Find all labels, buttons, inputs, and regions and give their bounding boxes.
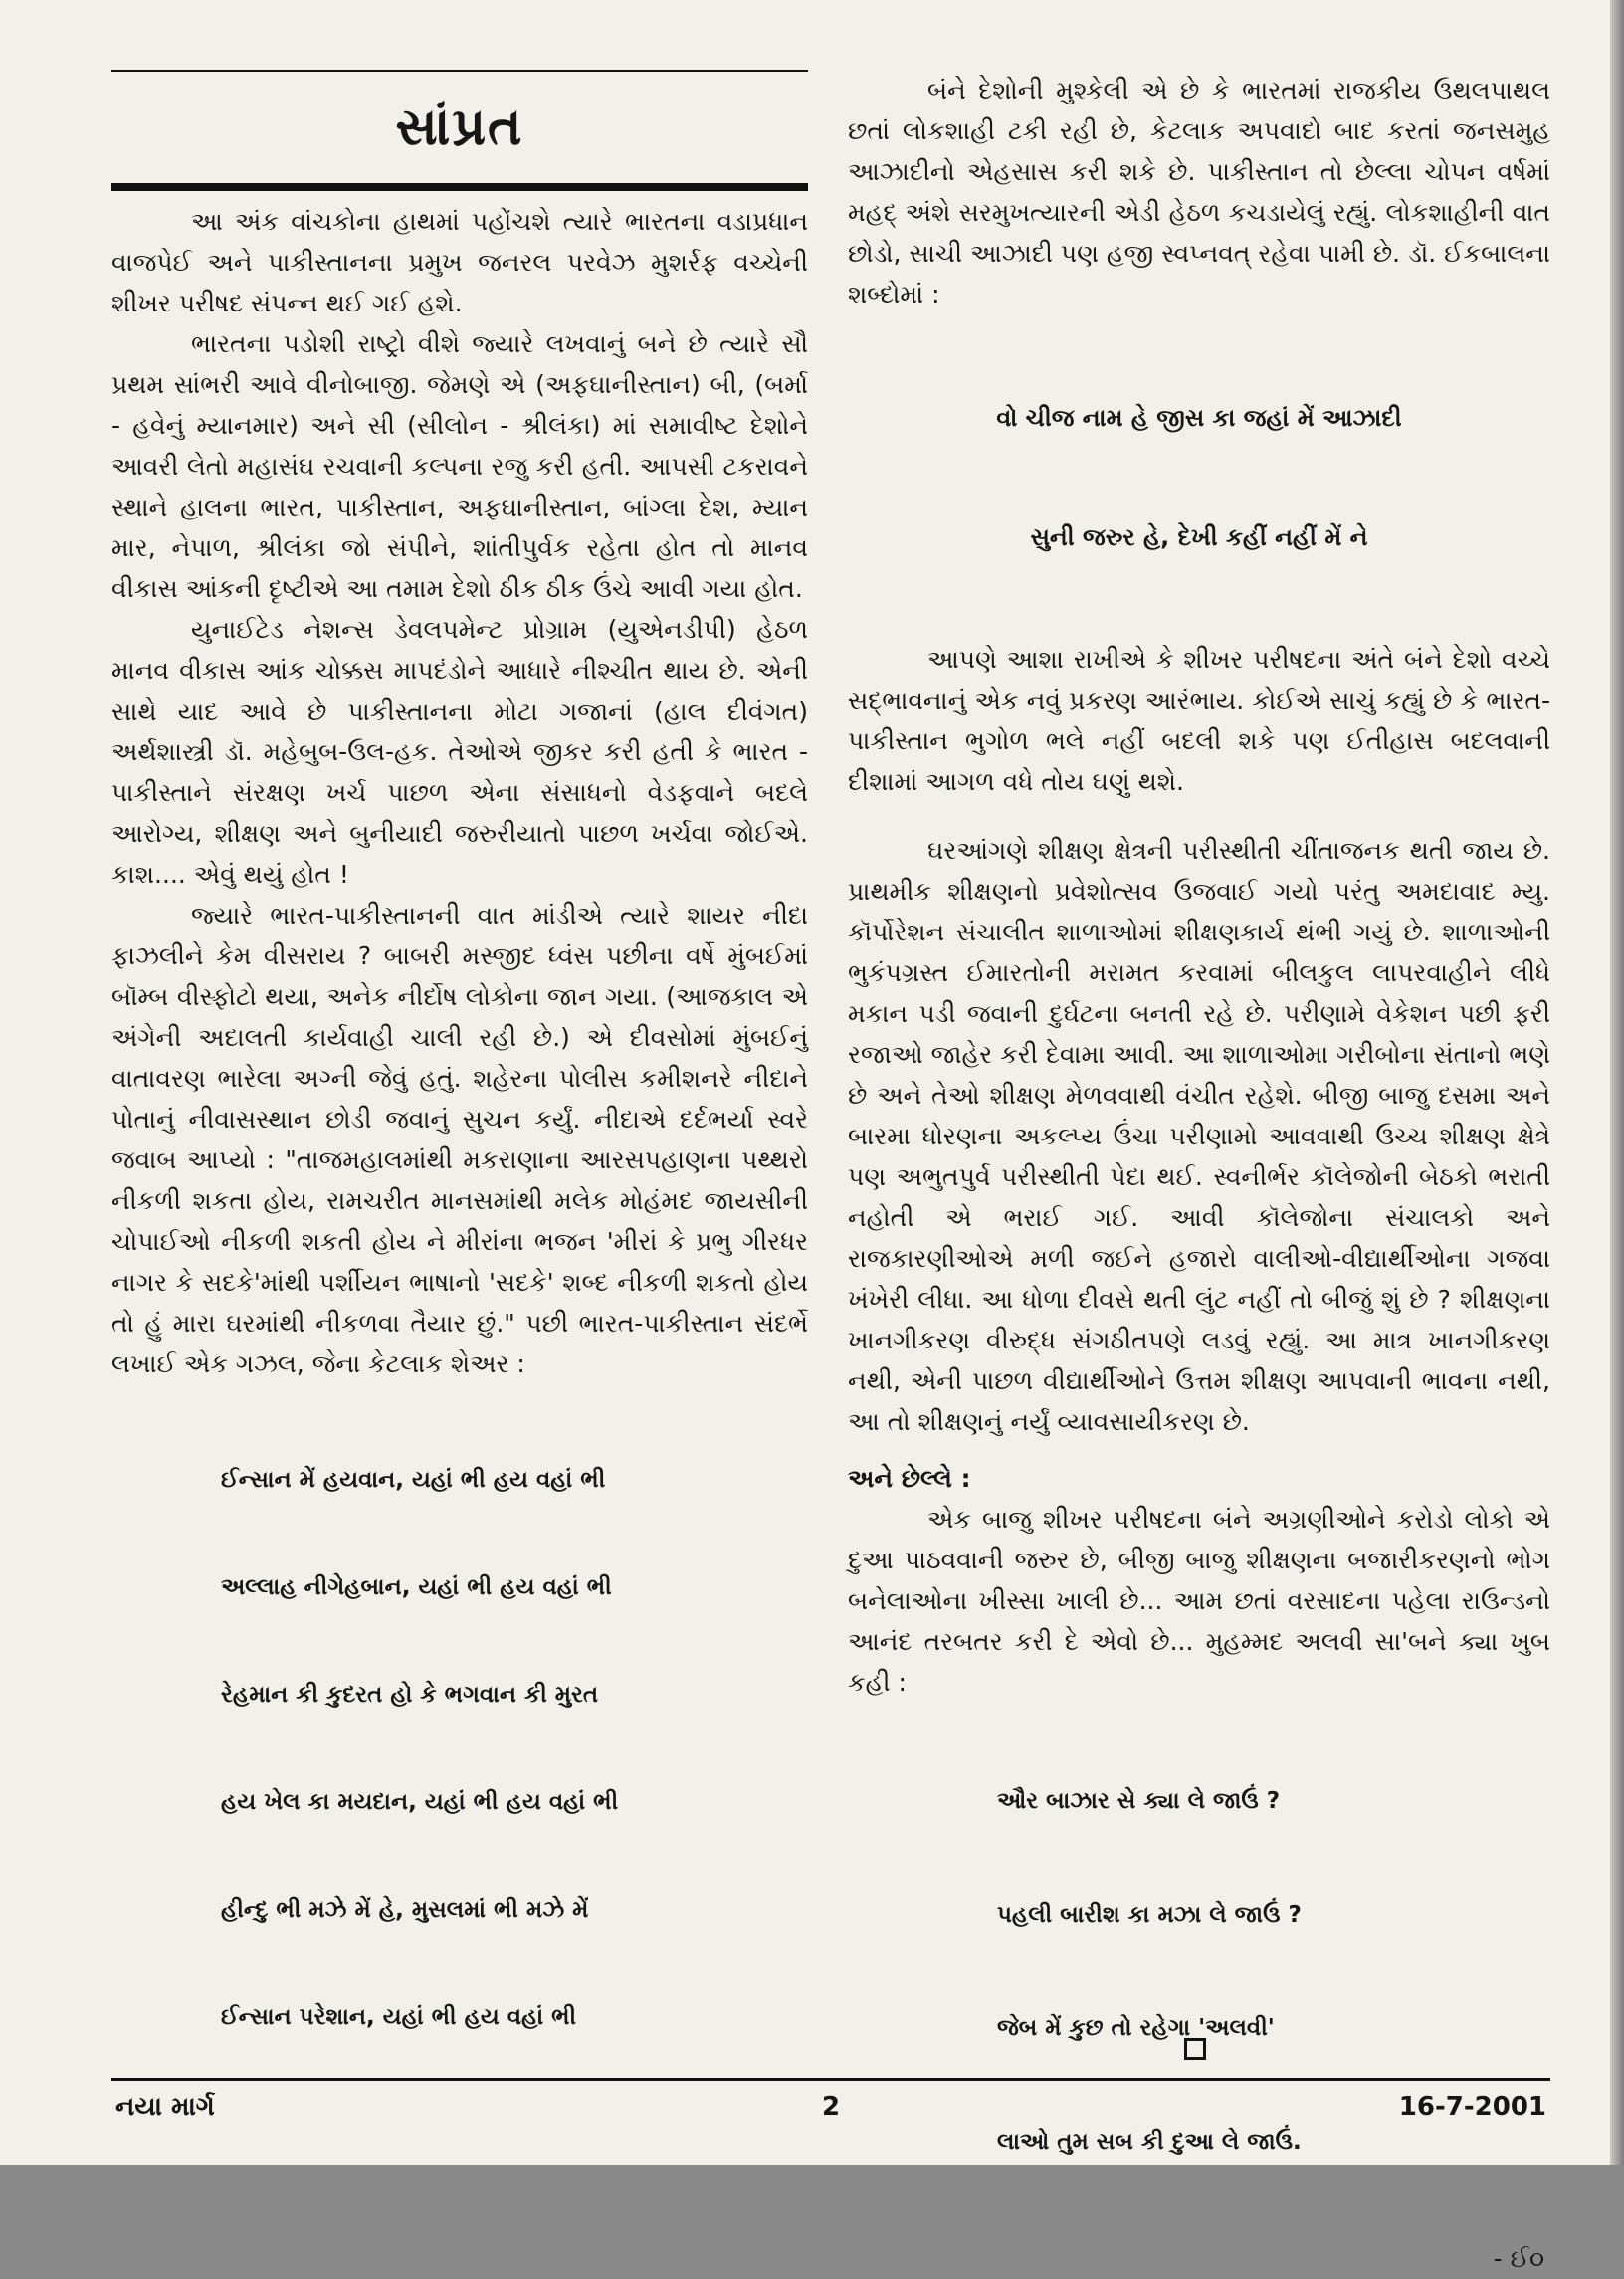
verse-line: ઔર બાઝાર સે ક્યા લે જાઉં ? [997,1788,1281,1814]
verse-line: હીન્દુ ભી મઝે મેં હે, મુસલમાં ભી મઝે મેં [221,1897,589,1923]
verse-line: રેહમાન કી કુદરત હો કે ભગવાન કી મુરત [221,1682,599,1708]
column-title: સાંપ્રત [395,97,524,157]
article-paragraph: એક બાજુ શીખર પરીષદના બંને અગ્રણીઓને કરોડો લોકો એ દુઆ પાઠવવાની જરુર છે, બીજી બાજુ શીક્ષણના બજારીકરણનો ભોગ બનેલાઓના ખીસ્સા ખાલી છે... આમ છતાં વરસાદના પહેલા રાઉન્ડનો આનંદ તરબતર કરી દે એવો છે... મુહમ્મદ અલવી સા'બને ક્યા ખુબ કહી : [848,1505,1550,1697]
publication-name: નયા માર્ગ [115,2092,215,2122]
section-subhead: અને છેલ્લે : [848,1464,971,1493]
article-paragraph: આપણે આશા રાખીએ કે શીખર પરીષદના અંતે બંને દેશો વચ્ચે સદ્ભાવનાનું એક નવું પ્રકરણ આરંભાય. કોઈએ સાચું કહ્યું છે કે ભારત-પાકીસ્તાન ભુગોળ ભલે નહીં બદલી શકે પણ ઈતીહાસ બદલવાની દીશામાં આગળ વધે તોય ઘણું થશે. [848,645,1550,796]
verse-line: જેબ મેં કુછ તો રહેગા 'અલવી' [997,2015,1275,2041]
alvi-verse [997,1707,1550,2236]
page-edge-shadow [1610,0,1624,2165]
footer-rule [111,2078,1550,2081]
article-paragraph: બંને દેશોની મુશ્કેલી એ છે કે ભારતમાં રાજકીય ઉથલપાથલ છતાં લોકશાહી ટકી રહી છે, કેટલાક અપવાદો બાદ કરતાં જનસમુહ આઝાદીનો એહસાસ કરી શકે છે. પાકીસ્તાન તો છેલ્લા ચોપન વર્ષમાં મહદ્ અંશે સરમુખત્યારની એડી હેઠળ કચડાયેલું રહ્યું. લોકશાહીની વાત છોડો, સાચી આઝાદી પણ હજી સ્વપ્નવત્ રહેવા પામી છે. ડૉ. ઈકબાલના શબ્દોમાં : [848,76,1550,309]
article-paragraph: યુનાઈટેડ નેશન્સ ડેવલપમેન્ટ પ્રોગ્રામ (યુએનડીપી) હેઠળ માનવ વીકાસ આંક ચોક્કસ માપદંડોને આધારે નીશ્ચીત થાય છે. એની સાથે યાદ આવે છે પાકીસ્તાનના મોટા ગજાનાં (હાલ દીવંગત) અર્થશાસ્ત્રી ડૉ. મહેબુબ-ઉલ-હક. તેઓએ જીકર કરી હતી કે ભારત - પાકીસ્તાને સંરક્ષણ ખર્ચ પાછળ એના સંસાધનો વેડફવાને બદલે આરોગ્ય, શીક્ષણ અને બુનીયાદી જરુરીયાતો પાછળ ખર્ચવા જોઈએ. કાશ.... એવું થયું હોત ! [111,615,808,889]
right-column [848,70,1550,2279]
end-of-article-mark [1184,2038,1206,2060]
article-paragraph: આ અંક વાંચકોના હાથમાં પહોંચશે ત્યારે ભારતના વડાપ્રધાન વાજપેઈ અને પાકીસ્તાનના પ્રમુખ જનરલ પરવેઝ મુશર્રફ વચ્ચેની શીખર પરીષદ સંપન્ન થઈ ગઈ હશે. [111,207,808,317]
verse-line: ઈન્સાન પરેશાન, યહાં ભી હય વહાં ભી [221,2004,577,2030]
author-signature: - ઈ૦ [1493,2244,1544,2273]
verse-line: હય ખેલ કા મયદાન, યહાં ભી હય વહાં ભી [221,1789,619,1815]
verse-line: ઈન્સાન મેં હયવાન, યહાં ભી હય વહાં ભી [221,1467,606,1493]
page-number: 2 [821,2092,841,2122]
article-paragraph: ઘરઆંગણે શીક્ષણ ક્ષેત્રની પરીસ્થીતી ચીંતાજનક થતી જાય છે. પ્રાથમીક શીક્ષણનો પ્રવેશોત્સવ ઉજવાઈ ગયો પરંતુ અમદાવાદ મ્યુ. કૉર્પોરેશન સંચાલીત શાળાઓમાં શીક્ષણકાર્ય થંભી ગયું છે. શાળાઓની ભુકંપગ્રસ્ત ઈમારતોની મરામત કરવામાં બીલકુલ લાપરવાહીને લીધે મકાન પડી જવાની દુર્ઘટના બનતી રહે છે. પરીણામે વેકેશન પછી ફરી રજાઓ જાહેર કરી દેવામા આવી. આ શાળાઓમા ગરીબોના સંતાનો ભણે છે અને તેઓ શીક્ષણ મેળવવાથી વંચીત રહેશે. બીજી બાજુ દસમા અને બારમા ધોરણના અકલ્પ્ય ઉંચા પરીણામો આવવાથી ઉચ્ચ શીક્ષણ ક્ષેત્રે પણ અભુતપુર્વ પરીસ્થીતી પેદા થઈ. સ્વનીર્ભર કૉલેજોની બેઠકો ભરાતી નહોતી એ ભરાઈ ગઈ. આવી કૉલેજોના સંચાલકો અને રાજકારણીઓએ મળી જઈને હજારો વાલીઓ-વીદ્યાર્થીઓના ગજવા ખંખેરી લીધા. આ ધોળા દીવસે થતી લુંટ નહીં તો બીજું શું છે ? શીક્ષણના ખાનગીકરણ વીરુદ્ધ સંગઠીતપણે લડવું રહ્યું. આ માત્ર ખાનગીકરણ નથી, એની પાછળ વીદ્યાર્થીઓને ઉત્તમ શીક્ષણ આપવાની ભાવના નથી, આ તો શીક્ષણનું નર્યું વ્યાવસાયીકરણ છે. [848,836,1550,1436]
verse-line: સુની જરુર હે, દેખી કહીં નહીં મેં ને [1030,523,1368,551]
verse-line: લાઓ તુમ સબ કી દુઆ લે જાઉં. [997,2129,1302,2155]
title-bottom-rule [111,183,808,191]
ghazal-verse [221,1390,808,2107]
page-footer [111,2092,1550,2132]
iqbal-couplet [848,318,1550,637]
verse-line: પહલી બારીશ કા મઝા લે જાઉં ? [997,1902,1302,1928]
verse-line: અલ્લાહ નીગેહબાન, યહાં ભી હય વહાં ભી [221,1574,612,1600]
verse-line: વો ચીજ નામ હે જીસ કા જહાં મેં આઝાદી [996,404,1402,432]
article-paragraph: ભારતના પડોશી રાષ્ટ્રો વીશે જ્યારે લખવાનું બને છે ત્યારે સૌ પ્રથમ સાંભરી આવે વીનોબાજી. જેમણે એ (અફઘાનીસ્તાન) બી, (બર્મા - હવેનું મ્યાનમાર) અને સી (સીલોન - શ્રીલંકા) માં સમાવીષ્ટ દેશોને આવરી લેતો મહાસંઘ રચવાની કલ્પના રજુ કરી હતી. આપસી ટકરાવને સ્થાને હાલના ભારત, પાકીસ્તાન, અફઘાનીસ્તાન, બાંગ્લા દેશ, મ્યાન માર, નેપાળ, શ્રીલંકા જો સંપીને, શાંતીપુર્વક રહેતા હોત તો માનવ વીકાસ આંકની દૃષ્ટીએ આ તમામ દેશો ઠીક ઠીક ઉંચે આવી ગયા હોત. [111,329,808,603]
left-column [111,70,808,2107]
issue-date: 16-7-2001 [1398,2092,1546,2122]
article-paragraph: જ્યારે ભારત-પાકીસ્તાનની વાત માંડીએ ત્યારે શાયર નીદા ફાઝલીને કેમ વીસરાય ? બાબરી મસ્જીદ ધ્વંસ પછીના વર્ષે મુંબઈમાં બૉમ્બ વીસ્ફોટો થયા, અનેક નીર્દોષ લોકોના જાન ગયા. (આજકાલ એ અંગેની અદાલતી કાર્યવાહી ચાલી રહી છે.) એ દીવસોમાં મુંબઈનું વાતાવરણ ભારેલા અગ્ની જેવું હતું. શહેરના પોલીસ કમીશનરે નીદાને પોતાનું નીવાસસ્થાન છોડી જવાનું સુચન કર્યું. નીદાએ દર્દભર્યા સ્વરે જવાબ આપ્યો : "તાજમહાલમાંથી મકરાણાના આરસપહાણના પથ્થરો નીકળી શકતા હોય, રામચરીત માનસમાંથી મલેક મોહંમદ જાયસીની ચોપાઈઓ નીકળી શકતી હોય ને મીરાંના ભજન 'મીરાં કે પ્રભુ ગીરધર નાગર કે સદકે'માંથી પર્શીયન ભાષાનો 'સદકે' શબ્દ નીકળી શકતો હોય તો હું મારા ઘરમાંથી નીકળવા તૈયાર છું." પછી ભારત-પાકીસ્તાન સંદર્ભે લખાઈ એક ગઝલ, જેના કેટલાક શેઅર : [111,901,808,1378]
